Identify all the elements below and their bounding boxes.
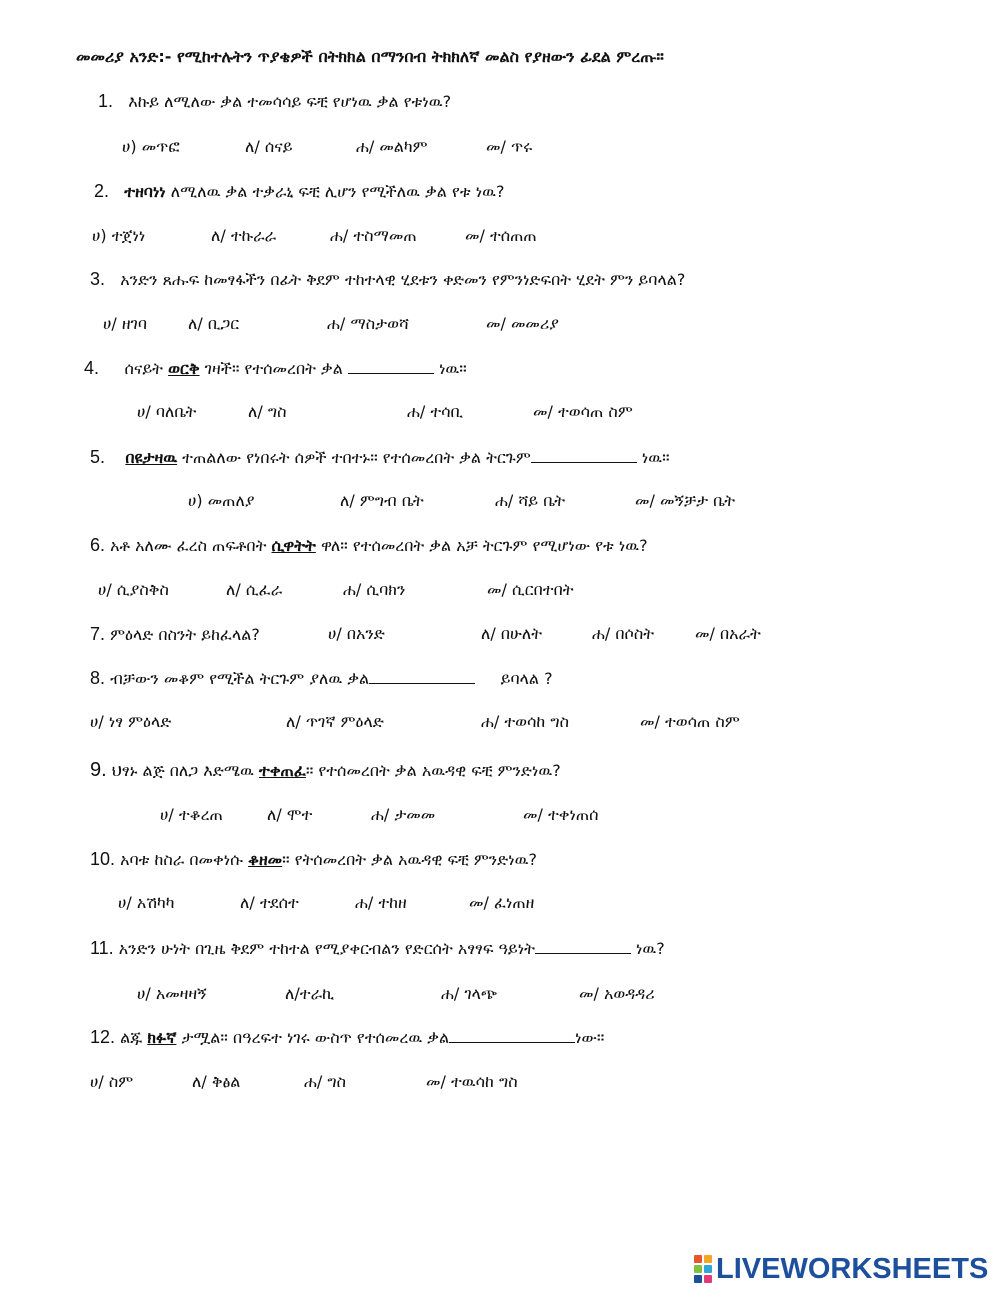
q6-option-a[interactable]: ሀ/ ሲያስቅስ: [98, 580, 169, 599]
underlined-word: ተቀጠፈ: [259, 761, 306, 780]
q3-option-d[interactable]: መ/ መመሪያ: [486, 314, 559, 333]
question-text: አቶ አለሙ ፈረስ ጠፍቶበት: [110, 536, 272, 555]
underlined-word: ሲዋትት: [271, 536, 316, 555]
question-text: ሰናይት: [124, 359, 169, 378]
q12-option-b[interactable]: ለ/ ቅፅል: [192, 1072, 241, 1091]
question-3: [90, 268, 685, 291]
q8-option-b[interactable]: ለ/ ጥገኛ ምዕላድ: [286, 712, 384, 731]
question-4: [84, 357, 467, 380]
answer-blank[interactable]: [369, 682, 475, 684]
q7-option-b[interactable]: ለ/ በሁለት: [481, 624, 543, 643]
question-7: [90, 623, 260, 646]
q2-option-a[interactable]: ሀ) ተጀነነ: [92, 226, 146, 245]
q10-option-d[interactable]: መ/ ፈነጠዘ: [469, 893, 535, 912]
question-tail: ነዉ?: [636, 939, 665, 958]
question-text: ለሚለዉ ቃል ተቃራኒ ፍቺ ሊሆን የሚችለዉ ቃል የቱ ነዉ?: [165, 182, 505, 201]
question-text: ህፃኑ ልጅ በለጋ እድሜዉ: [111, 761, 260, 780]
question-text: ብቻውን መቆም የሚችል ትርጉም ያለዉ ቃል: [110, 669, 370, 688]
q5-option-a[interactable]: ሀ) መጠለያ: [188, 491, 255, 510]
question-text-cont: ገዛች። የተሰመረበት ቃል: [199, 359, 343, 378]
q11-option-b[interactable]: ለ/ተራኪ: [285, 984, 335, 1003]
question-1: [98, 90, 451, 113]
q11-option-d[interactable]: መ/ አወዳዳሪ: [579, 984, 655, 1003]
answer-blank[interactable]: [535, 952, 631, 954]
liveworksheets-logo[interactable]: [694, 1252, 988, 1286]
question-9: [90, 759, 561, 782]
logo-text: LIVEWORKSHEETS: [716, 1252, 989, 1285]
q2-option-b[interactable]: ለ/ ተኩራራ: [211, 226, 277, 245]
q4-option-d[interactable]: መ/ ተወሳጠ ስም: [533, 402, 633, 421]
q8-option-c[interactable]: ሐ/ ተወሳከ ግስ: [481, 712, 570, 731]
question-number: 12.: [90, 1027, 116, 1047]
q10-option-b[interactable]: ለ/ ተደሰተ: [240, 893, 299, 912]
underlined-word: በዩታዛዉ: [125, 448, 178, 467]
underlined-word: ክፉኛ: [147, 1028, 177, 1047]
question-tail: ነዉ።: [439, 359, 467, 378]
q6-option-d[interactable]: መ/ ሲርበተበት: [487, 580, 574, 599]
answer-blank[interactable]: [449, 1041, 575, 1043]
q10-option-c[interactable]: ሐ/ ተከዘ: [355, 893, 407, 912]
q5-option-c[interactable]: ሐ/ ሻይ ቤት: [495, 491, 566, 510]
question-8: [90, 667, 553, 690]
q6-option-c[interactable]: ሐ/ ሲባክን: [343, 580, 406, 599]
question-number: 11.: [90, 938, 114, 958]
question-number: 5.: [90, 447, 106, 467]
question-5: [90, 446, 670, 469]
q9-option-d[interactable]: መ/ ተቀነጠሰ: [523, 805, 599, 824]
q9-option-c[interactable]: ሐ/ ታመመ: [371, 805, 436, 824]
question-tail: ነው።: [575, 1028, 605, 1047]
q9-option-a[interactable]: ሀ/ ተቆረጠ: [160, 805, 223, 824]
question-number: 9.: [90, 759, 107, 781]
logo-square: [704, 1275, 712, 1283]
q1-option-b[interactable]: ለ/ ሰናይ: [245, 137, 293, 156]
question-text-cont: ። የተሰመረበት ቃል አዉዳዊ ፍቺ ምንድነዉ?: [305, 761, 561, 780]
question-text: ልጁ: [120, 1028, 148, 1047]
q1-option-d[interactable]: መ/ ጥሩ: [486, 137, 533, 156]
q8-option-d[interactable]: መ/ ተወሳጠ ስም: [640, 712, 740, 731]
q11-option-c[interactable]: ሐ/ ገላጭ: [441, 984, 498, 1003]
question-text-cont: ታሟል። በዓረፍተ ነገሩ ውስጥ የተሰመረዉ ቃል: [176, 1028, 450, 1047]
q10-option-a[interactable]: ሀ/ አሽካካ: [118, 893, 175, 912]
question-number: 10.: [90, 849, 116, 869]
question-12: [90, 1026, 604, 1049]
q2-option-d[interactable]: መ/ ተሰጠጠ: [465, 226, 537, 245]
question-text: ምዕላድ በስንት ይከፈላል?: [110, 625, 260, 644]
q1-option-a[interactable]: ሀ) መጥፎ: [122, 137, 180, 156]
logo-square: [694, 1255, 702, 1263]
q3-option-a[interactable]: ሀ/ ዘገባ: [103, 314, 148, 333]
underlined-word: ቆዘመ: [248, 850, 283, 869]
q12-option-a[interactable]: ሀ/ ስም: [90, 1072, 134, 1091]
question-text: አባቱ ከስራ በመቀነሱ: [120, 850, 249, 869]
instruction-heading: መመሪያ አንድ:- የሚከተሉትን ጥያቄዎች በትክክል በማንበብ ትክክለኛ መልስ የያዘውን ፊደል ምረጡ።: [76, 47, 664, 66]
emphasized-word: ተዘባነነ: [124, 182, 166, 201]
question-number: 3.: [90, 269, 106, 289]
question-number: 7.: [90, 624, 106, 644]
q12-option-d[interactable]: መ/ ተዉሳከ ግስ: [426, 1072, 518, 1091]
question-number: 4.: [84, 358, 100, 378]
question-number: 6.: [90, 535, 106, 555]
q11-option-a[interactable]: ሀ/ አመዛዛኝ: [137, 984, 207, 1003]
q8-option-a[interactable]: ሀ/ ነፃ ምዕላድ: [90, 712, 172, 731]
logo-square: [694, 1265, 702, 1273]
logo-square: [704, 1265, 712, 1273]
question-number: 1.: [98, 91, 114, 111]
question-text: እኩይ ለሚለው ቃል ተመሳሳይ ፍቺ የሆነዉ ቃል የቱነዉ?: [128, 92, 452, 111]
logo-square: [694, 1275, 702, 1283]
question-text: አንድን ሁነት በጊዜ ቅደም ተከተል የሚያቀርብልን የድርሰት አፃፃፍ ዓይነት: [118, 939, 535, 958]
logo-mark-icon: [694, 1255, 712, 1283]
q2-option-c[interactable]: ሐ/ ተስማመጠ: [330, 226, 417, 245]
question-number: 2.: [94, 181, 110, 201]
question-text-cont: ። የትሰመረበት ቃል አዉዳዊ ፍቺ ምንድነዉ?: [282, 850, 537, 869]
question-2: [94, 180, 504, 203]
q7-option-c[interactable]: ሐ/ በሶስት: [592, 624, 655, 643]
question-tail: ይባላል ?: [500, 669, 553, 688]
question-text: አንድን ጸሑፍ ከመፃፋችን በፊት ቅደም ተከተላዊ ሂደቱን ቀድመን የምንነድፍበት ሂደት ምን ይባላል?: [120, 270, 686, 289]
q7-option-a[interactable]: ሀ/ በአንድ: [328, 624, 385, 643]
q4-option-b[interactable]: ለ/ ግስ: [248, 402, 287, 421]
question-11: [90, 937, 665, 960]
q4-option-a[interactable]: ሀ/ ባለቤት: [137, 402, 197, 421]
question-text-cont: ዋለ። የተሰመረበት ቃል አቻ ትርጉም የሚሆነው የቱ ነዉ?: [315, 536, 648, 555]
q3-option-b[interactable]: ለ/ ቢጋር: [188, 314, 240, 333]
answer-blank[interactable]: [531, 461, 637, 463]
q1-option-c[interactable]: ሐ/ መልካም: [356, 137, 428, 156]
logo-square: [704, 1255, 712, 1263]
q12-option-c[interactable]: ሐ/ ግስ: [304, 1072, 346, 1091]
question-number: 8.: [90, 668, 106, 688]
question-10: [90, 848, 537, 871]
q5-option-d[interactable]: መ/ መኝቻታ ቤት: [635, 491, 736, 510]
q9-option-b[interactable]: ለ/ ሞተ: [267, 805, 313, 824]
q6-option-b[interactable]: ለ/ ሲፈራ: [226, 580, 283, 599]
q4-option-c[interactable]: ሐ/ ተሳቢ: [407, 402, 464, 421]
answer-blank[interactable]: [348, 372, 434, 374]
question-tail: ነዉ።: [641, 448, 670, 467]
question-text: ተጠልለው የነበሩት ሰዎች ተበተኑ። የተሰመረበት ቃል ትርጉም: [177, 448, 531, 467]
q7-option-d[interactable]: መ/ በአራት: [695, 624, 761, 643]
underlined-word: ወርቅ: [168, 359, 200, 378]
question-6: [90, 534, 648, 557]
q3-option-c[interactable]: ሐ/ ማስታወሻ: [327, 314, 409, 333]
q5-option-b[interactable]: ለ/ ምግብ ቤት: [340, 491, 424, 510]
